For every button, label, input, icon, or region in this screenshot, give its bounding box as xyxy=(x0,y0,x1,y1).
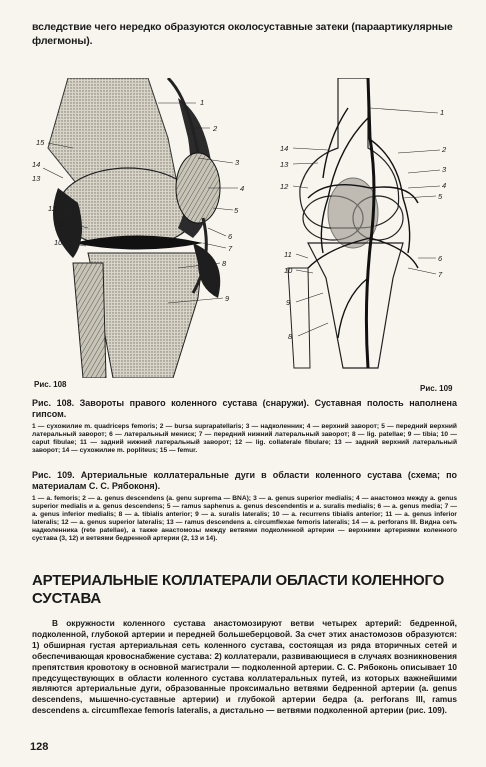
fig109-num-10: 10 xyxy=(284,266,293,275)
fig109-num-3: 3 xyxy=(442,165,447,174)
fig108-num-10: 10 xyxy=(54,238,63,247)
fig108-num-6: 6 xyxy=(228,232,233,241)
fig108-num-9: 9 xyxy=(225,294,230,303)
figure-109-label: Рис. 109 xyxy=(420,384,453,393)
body-paragraph: В окружности коленного сустава анастомозируют ветви четырех артерий: бедренной, подколенной, глубокой артерии и передней большеберцовой. За счет этих анастомозов образуются: 1) обширная густая артериальная сеть коленного сустава, состоящая из ряда вторичных сетей и обеспечивающая кровоснабжение сустава: 2) коллатерали, развивающиеся в случаях возникновения препятствия кровотоку в основной магистрали — подколенной артерии. С. С. Рябоконь описывает 10 предсуществующих в области коленного сустава коллатеральных путей, из которых важнейшими являются артериальные дуги, образованные проксимально ветвями бедренной артерии (a. genus descendens, мышечно-суставные артерии) и глубокой артерии бедра (a. perforans III, ramus descendens a. circumflexae femoris lateralis, а дистально — ветвями подколенной артерии (рис. 109). xyxy=(32,618,457,716)
fig108-num-7: 7 xyxy=(228,244,233,253)
fig109-num-6: 6 xyxy=(438,254,443,263)
caption-108-title: Рис. 108. Завороты правого коленного сустава (снаружи). Суставная полость наполнена гипсом. xyxy=(32,398,457,419)
page-number: 128 xyxy=(30,741,49,753)
caption-109-title: Рис. 109. Артериальные коллатеральные дуги в области коленного сустава (схема; по материалам С. С. Рябоконя). xyxy=(32,470,457,491)
fig109-num-14: 14 xyxy=(280,144,289,153)
fig109-num-13: 13 xyxy=(280,160,289,169)
fig108-num-4: 4 xyxy=(240,184,245,193)
fig108-num-8: 8 xyxy=(222,259,227,268)
fig109-num-4: 4 xyxy=(442,181,447,190)
fig108-num-1: 1 xyxy=(200,98,205,107)
caption-108-legend: 1 — сухожилие m. quadriceps femoris; 2 — bursa suprapatellaris; 3 — надколенник; 4 — верхний заворот; 5 — передний верхний латеральный заворот; 6 — латеральный мениск; 7 — передний нижний латеральный заворот; 8 — lig. patellae; 9 — tibia; 10 — caput fibulae; 11 — задний нижний латеральный заворот; 12 — lig. collaterale fibulare; 13 — задний верхний латеральный заворот; 14 — сухожилие m. popliteus; 15 — femur. xyxy=(32,423,457,454)
intro-paragraph: вследствие чего нередко образуются околосуставные затеки (параартикулярные флегмоны). xyxy=(32,21,453,47)
caption-109 xyxy=(32,470,457,542)
fig109-num-9: 9 xyxy=(286,298,291,307)
section-heading: АРТЕРИАЛЬНЫЕ КОЛЛАТЕРАЛИ ОБЛАСТИ КОЛЕННОГО СУСТАВА xyxy=(32,572,445,607)
fig108-num-14: 14 xyxy=(32,160,41,169)
figure-108-label: Рис. 108 xyxy=(34,380,67,389)
fig109-num-5: 5 xyxy=(438,192,443,201)
caption-108 xyxy=(32,398,457,455)
fig109-num-11: 11 xyxy=(284,250,292,259)
fig109-num-1: 1 xyxy=(440,108,445,117)
fig109-num-8: 8 xyxy=(288,332,293,341)
fig108-num-12: 12 xyxy=(48,204,57,213)
caption-109-legend: 1 — a. femoris; 2 — a. genus descendens (a. genu suprema — BNA); 3 — a. genus superior medialis; 4 — анастомоз между a. genus superior medialis и a. genus descendens; 5 — ramus saphenus a. genus descendentis и a. suralis medialis; 6 — a. genus media; 7 — a. genus inferior medialis; 8 — a. tibialis anterior; 9 — a. suralis lateralis; 10 — a. recurrens tibialis anterior; 11 — a. genus inferior lateralis; 12 — a. genus superior lateralis; 13 — ramus descendens a. circumflexae femoris lateralis; 14 — a. perforans III. Видна сеть надколенника (rete patellae), а также анастомозы между ветвями подколенной артерии — верхними артериями коленного сустава (3, 12) и ветвями бедренной артерии (2, 13 и 14). xyxy=(32,495,457,542)
fig108-num-5: 5 xyxy=(234,206,239,215)
fig108-num-2: 2 xyxy=(213,124,218,133)
fig109-num-12: 12 xyxy=(280,182,289,191)
fig109-num-2: 2 xyxy=(442,145,447,154)
fig108-num-3: 3 xyxy=(235,158,240,167)
fig109-num-7: 7 xyxy=(438,270,443,279)
figure-109-illustration xyxy=(268,78,468,378)
figures-area xyxy=(28,78,468,396)
fig108-num-13: 13 xyxy=(32,174,41,183)
fig108-num-15: 15 xyxy=(36,138,45,147)
fig108-num-11: 11 xyxy=(58,220,66,229)
